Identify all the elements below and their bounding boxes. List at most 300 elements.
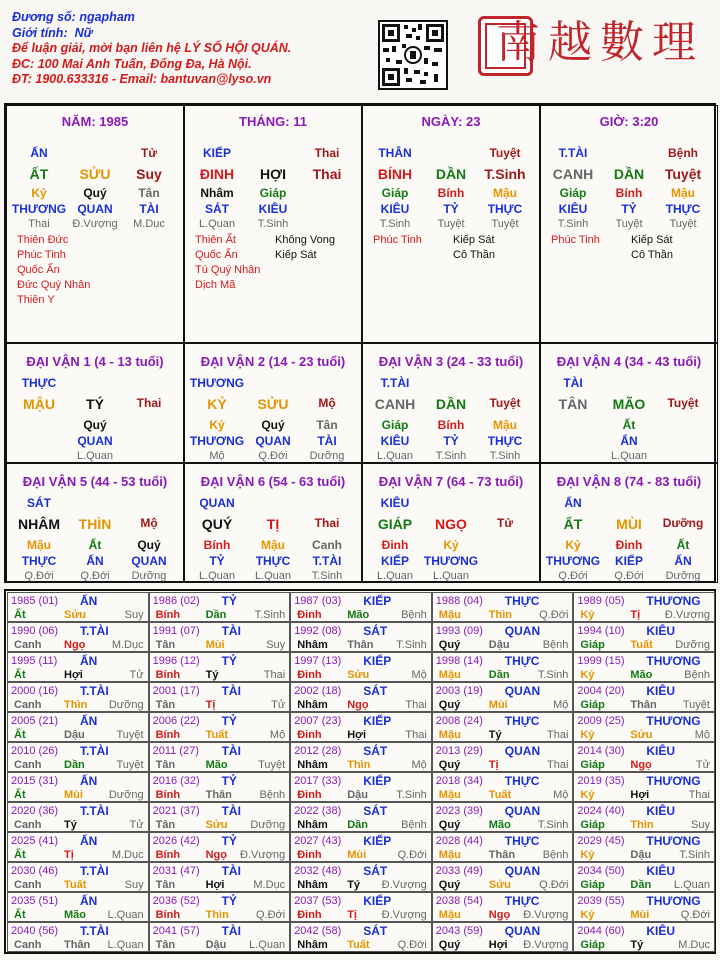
year-branch: Tị: [205, 699, 216, 711]
header: [12, 10, 382, 88]
year-god: TỶ: [221, 834, 237, 848]
year-stem: Canh: [14, 639, 42, 651]
year-branch: Tị: [347, 909, 357, 921]
year-branch: Tị: [488, 759, 499, 771]
year-cell: [432, 832, 574, 862]
dai-van-value: Mộ: [209, 450, 225, 462]
year-branch: Dậu: [347, 789, 368, 801]
year-label: 2022 (38): [294, 805, 342, 817]
dai-van-cell: [184, 463, 362, 583]
pillar-value: Giáp: [559, 186, 587, 200]
year-label: 2024 (40): [577, 805, 625, 817]
year-phase: M.Dục: [678, 939, 710, 951]
year-god: T.TÀI: [80, 684, 109, 698]
year-branch: Sửu: [630, 729, 653, 741]
pillar-value: Kỷ: [31, 186, 47, 200]
year-branch: Mùi: [630, 909, 650, 921]
dai-van-value: L.Quan: [254, 570, 292, 582]
year-stem: Mậu: [438, 729, 461, 741]
year-god: KIÊU: [646, 684, 676, 698]
dai-van-god: THƯƠNG: [189, 376, 245, 390]
year-branch: Mão: [205, 759, 228, 771]
pillar-value: KIÊU: [380, 202, 410, 216]
year-branch: Dần: [64, 759, 85, 771]
dai-van-value: Tuyệt: [667, 396, 699, 410]
year-god: TỶ: [221, 594, 237, 608]
year-branch: Ngọ: [488, 909, 511, 921]
logo-text: 南越數理: [496, 17, 704, 68]
year-branch: Dậu: [630, 849, 652, 861]
dai-van-value: Đinh: [615, 538, 643, 552]
year-cell: [7, 862, 149, 892]
year-phase: Thai: [405, 729, 427, 741]
pillar-value: Mậu: [493, 186, 517, 200]
year-phase: T.Sinh: [537, 669, 569, 681]
dai-van-value: THƯƠNG: [423, 554, 479, 568]
dai-van-value: Quý: [83, 418, 107, 432]
year-label: 2023 (39): [435, 805, 483, 817]
dai-van-cell: [362, 463, 540, 583]
dai-van-value: Tân: [316, 418, 338, 432]
year-label: 2025 (41): [11, 835, 59, 847]
pillar-value: ĐINH: [199, 166, 235, 182]
dai-van-value: Mậu: [261, 538, 285, 552]
year-branch: Thìn: [630, 819, 654, 831]
dai-van-value: NHÂM: [18, 516, 60, 532]
pillar-value: Bính: [437, 186, 465, 200]
dai-van-god: SÁT: [27, 496, 51, 510]
year-god: TÀI: [221, 624, 241, 638]
year-label: 2043 (59): [435, 925, 483, 937]
year-cell: [290, 622, 432, 652]
year-label: 1989 (05): [577, 595, 625, 607]
year-stem: Kỷ: [580, 909, 595, 921]
year-branch: Mùi: [488, 699, 508, 711]
year-branch: Dậu: [488, 639, 510, 651]
year-cell: [573, 592, 715, 622]
year-cell: [432, 772, 574, 802]
year-god: KIẾP: [363, 774, 392, 788]
year-label: 2034 (50): [577, 865, 625, 877]
year-cell: [7, 892, 149, 922]
year-label: 1994 (10): [577, 625, 625, 637]
dai-van-value: L.Quan: [432, 570, 470, 582]
star-left: Đức Quý Nhân: [17, 279, 91, 291]
star-left: Tú Quý Nhân: [195, 264, 261, 276]
dai-van-value: Mậu: [493, 418, 517, 432]
gender-value: Nữ: [74, 25, 93, 40]
year-stem: Canh: [14, 879, 42, 891]
pillar-value: DẦN: [613, 166, 645, 182]
dai-van-value: Q.Đới: [558, 570, 588, 582]
year-god: SÁT: [363, 684, 388, 698]
dai-van-value: NGỌ: [435, 516, 467, 532]
year-label: 2040 (56): [11, 925, 59, 937]
year-stem: Bính: [155, 729, 181, 741]
year-phase: T.Sinh: [537, 819, 569, 831]
dai-van-title: ĐẠI VẬN 1 (4 - 13 tuổi): [26, 354, 164, 369]
dai-van-value: KỶ: [207, 396, 227, 412]
pillar-value: Mậu: [671, 186, 695, 200]
year-god: THỰC: [504, 894, 540, 908]
year-phase: Tuyệt: [682, 699, 710, 711]
year-phase: Bệnh: [542, 639, 569, 651]
year-phase: Tử: [129, 669, 144, 681]
dai-van-value: Dưỡng: [309, 450, 345, 462]
year-branch: Tị: [630, 609, 641, 621]
year-phase: Tuyệt: [258, 759, 286, 771]
year-god: THƯƠNG: [646, 654, 701, 668]
year-phase: M.Dục: [111, 639, 144, 651]
pillar-value: Tuyệt: [437, 218, 465, 230]
year-cell: [7, 832, 149, 862]
year-stem: Bính: [155, 669, 181, 681]
year-label: 2013 (29): [435, 745, 483, 757]
dai-van-value: TÂN: [558, 396, 588, 412]
year-branch: Dậu: [205, 939, 227, 951]
year-god: SÁT: [363, 804, 388, 818]
year-branch: Thân: [347, 639, 374, 651]
year-label: 1986 (02): [152, 595, 200, 607]
pillar-cell: [6, 105, 184, 343]
year-stem: Ất: [14, 729, 26, 741]
year-phase: T.Sinh: [254, 609, 286, 621]
year-stem: Bính: [155, 789, 181, 801]
year-god: QUAN: [504, 624, 541, 638]
pillar-value: T.Sinh: [257, 218, 289, 230]
dai-van-value: Giáp: [381, 418, 409, 432]
year-label: 2003 (19): [435, 685, 483, 697]
year-branch: Sửu: [64, 609, 87, 621]
year-cell: [149, 742, 291, 772]
year-label: 2011 (27): [152, 745, 199, 757]
dai-van-title: ĐẠI VẬN 8 (74 - 83 tuổi): [556, 474, 702, 489]
year-branch: Tý: [347, 879, 361, 891]
year-phase: Dưỡng: [108, 789, 144, 801]
dai-van-value: Ất: [622, 418, 636, 432]
year-label: 2006 (22): [152, 715, 200, 727]
year-god: THỰC: [504, 594, 540, 608]
year-label: 2037 (53): [294, 895, 342, 907]
dai-van-value: T.Sinh: [311, 570, 343, 582]
star-left: Phúc Tinh: [17, 249, 66, 261]
year-stem: Quý: [438, 939, 461, 951]
year-god: TỶ: [221, 714, 237, 728]
dai-van-value: MẬU: [23, 396, 55, 412]
year-cell: [7, 592, 149, 622]
dai-van-value: CANH: [374, 396, 416, 412]
year-phase: Q.Đới: [680, 909, 710, 921]
pillar-value: Tuyệt: [615, 218, 643, 230]
year-label: 2030 (46): [11, 865, 59, 877]
dai-van-value: Q.Đới: [80, 570, 110, 582]
year-god: T.TÀI: [80, 744, 109, 758]
pillar-value: Đ.Vượng: [72, 218, 118, 230]
year-stem: Đinh: [297, 729, 322, 741]
year-branch: Thìn: [64, 699, 88, 711]
year-cell: [573, 622, 715, 652]
pillar-title: NĂM: 1985: [61, 114, 129, 129]
year-label: 2029 (45): [577, 835, 625, 847]
pillar-value: TỶ: [443, 202, 459, 216]
year-cell: [432, 652, 574, 682]
dai-van-value: L.Quan: [198, 570, 236, 582]
year-cell: [7, 742, 149, 772]
dai-van-value: QUAN: [77, 434, 113, 448]
dai-van-value: Dưỡng: [662, 516, 704, 530]
year-branch: Tuất: [205, 729, 228, 741]
year-label: 2035 (51): [11, 895, 59, 907]
pillar-value: ẤN: [30, 146, 48, 160]
year-stem: Ất: [14, 669, 26, 681]
year-god: TÀI: [221, 864, 241, 878]
year-stem: Canh: [14, 939, 42, 951]
year-god: TÀI: [221, 684, 241, 698]
year-phase: Thai: [546, 729, 569, 741]
dai-van-cell: [540, 343, 718, 463]
pillar-title: GIỜ: 3:20: [599, 114, 659, 129]
dai-van-value: T.Sinh: [489, 450, 521, 462]
year-phase: Q.Đới: [397, 939, 427, 951]
dai-van-value: MÙI: [616, 516, 642, 532]
phone-line[interactable]: ĐT: 1900.633316 - Email: bantuvan@lyso.vn: [12, 72, 272, 86]
pillar-title: THÁNG: 11: [239, 114, 307, 129]
dai-van-title: ĐẠI VẬN 2 (14 - 23 tuổi): [200, 354, 346, 369]
year-phase: Dưỡng: [675, 639, 710, 651]
dai-van-value: SỬU: [257, 396, 289, 412]
year-cell: [149, 922, 291, 952]
year-phase: Bệnh: [401, 819, 427, 831]
year-cell: [290, 832, 432, 862]
year-god: SÁT: [363, 864, 388, 878]
dai-van-value: Q.Đới: [258, 450, 288, 462]
year-branch: Thìn: [488, 609, 513, 621]
pillar-cell: [184, 105, 362, 343]
year-branch: Tuất: [64, 879, 87, 891]
year-stem: Mậu: [438, 609, 461, 621]
year-label: 1995 (11): [11, 655, 58, 667]
year-stem: Đinh: [297, 609, 322, 621]
year-stem: Đinh: [297, 849, 322, 861]
year-cell: [149, 682, 291, 712]
dai-van-value: TỶ: [443, 434, 459, 448]
year-cell: [432, 892, 574, 922]
year-cell: [149, 772, 291, 802]
year-god: QUAN: [504, 684, 541, 698]
year-cell: [290, 802, 432, 832]
year-branch: Hợi: [488, 939, 508, 951]
year-god: KIÊU: [646, 804, 676, 818]
year-branch: Dần: [630, 879, 652, 891]
year-stem: Giáp: [580, 939, 605, 951]
year-god: THỰC: [504, 834, 540, 848]
dai-van-value: GIÁP: [377, 516, 413, 532]
dai-van-value: L.Quan: [76, 450, 114, 462]
year-phase: Mộ: [694, 729, 710, 741]
year-god: TỶ: [221, 654, 237, 668]
year-stem: Đinh: [297, 669, 322, 681]
year-cell: [290, 712, 432, 742]
year-god: KIẾP: [363, 654, 392, 668]
year-stem: Ất: [14, 849, 26, 861]
year-stem: Mậu: [438, 789, 461, 801]
year-branch: Mão: [488, 819, 511, 831]
year-branch: Tuất: [347, 939, 370, 951]
year-phase: Thai: [405, 699, 427, 711]
year-branch: Tý: [630, 939, 644, 951]
year-table: [4, 589, 716, 954]
pillar-value: T.Sinh: [484, 166, 526, 182]
year-cell: [573, 892, 715, 922]
year-branch: Ngọ: [347, 699, 369, 711]
year-label: 1997 (13): [294, 655, 342, 667]
year-phase: Q.Đới: [397, 849, 427, 861]
year-stem: Giáp: [580, 879, 605, 891]
pillar-value: Quý: [83, 186, 107, 200]
dai-van-god: ẤN: [564, 496, 582, 510]
year-god: ẤN: [80, 594, 98, 608]
year-branch: Dậu: [64, 729, 85, 741]
pillar-value: M.Dục: [133, 218, 165, 230]
pillar-value: SÁT: [205, 202, 229, 216]
dai-van-value: THỰC: [487, 434, 523, 448]
pillar-value: L.Quan: [198, 218, 236, 230]
pillar-value: Thai: [28, 218, 50, 230]
year-phase: Đ.Vượng: [664, 609, 710, 621]
year-label: 2041 (57): [152, 925, 200, 937]
year-cell: [149, 592, 291, 622]
dai-van-value: Kỷ: [565, 538, 581, 552]
year-phase: Đ.Vượng: [381, 909, 427, 921]
dai-van-value: ẤN: [86, 554, 104, 568]
year-god: KIÊU: [646, 864, 676, 878]
year-branch: Thân: [205, 789, 232, 801]
pillar-value: Bính: [615, 186, 643, 200]
year-stem: Kỷ: [580, 849, 595, 861]
year-branch: Mùi: [64, 789, 83, 801]
year-phase: T.Sinh: [396, 639, 427, 651]
year-god: SÁT: [363, 924, 388, 938]
year-cell: [290, 862, 432, 892]
year-branch: Thân: [488, 849, 516, 861]
year-stem: Đinh: [297, 789, 322, 801]
dai-van-value: T.Sinh: [435, 450, 467, 462]
dai-van-value: THỰC: [21, 554, 57, 568]
dai-van-value: Kỷ: [443, 538, 459, 552]
year-stem: Tân: [155, 879, 176, 891]
year-cell: [149, 832, 291, 862]
year-branch: Thân: [64, 939, 91, 951]
year-stem: Nhâm: [297, 759, 328, 771]
year-label: 1998 (14): [435, 655, 483, 667]
dai-van-value: Mộ: [318, 396, 336, 410]
dai-van-god: TÀI: [563, 376, 583, 390]
year-stem: Kỷ: [580, 789, 595, 801]
year-cell: [290, 922, 432, 952]
year-cell: [149, 622, 291, 652]
year-phase: Tử: [695, 759, 710, 771]
year-label: 2012 (28): [294, 745, 342, 757]
dai-van-value: Tuyệt: [489, 396, 521, 410]
year-branch: Thìn: [347, 759, 371, 771]
pillar-value: DẦN: [435, 166, 467, 182]
year-god: KIẾP: [363, 834, 392, 848]
year-phase: Q.Đới: [539, 609, 569, 621]
dai-van-cell: [6, 463, 184, 583]
year-cell: [149, 862, 291, 892]
year-stem: Kỷ: [580, 669, 595, 681]
year-branch: Ngọ: [630, 759, 652, 771]
dai-van-value: Ất: [88, 538, 102, 552]
year-cell: [573, 772, 715, 802]
dai-van-value: L.Quan: [610, 450, 648, 462]
year-god: TỶ: [221, 894, 237, 908]
year-cell: [432, 712, 574, 742]
year-cell: [149, 652, 291, 682]
year-stem: Nhâm: [297, 699, 328, 711]
year-stem: Ất: [14, 909, 26, 921]
year-cell: [432, 802, 574, 832]
year-label: 1999 (15): [577, 655, 625, 667]
year-phase: Bệnh: [542, 849, 569, 861]
dai-van-cell: [362, 343, 540, 463]
year-god: KIÊU: [646, 924, 676, 938]
star-left: Dịch Mã: [195, 279, 236, 291]
year-branch: Sửu: [347, 669, 370, 681]
year-stem: Kỷ: [580, 609, 595, 621]
pillar-cell: [540, 105, 718, 343]
star-left: Thiên Y: [17, 294, 55, 306]
dai-van-value: ẤN: [674, 554, 692, 568]
year-label: 2032 (48): [294, 865, 342, 877]
year-label: 2001 (17): [152, 685, 200, 697]
year-label: 2018 (34): [435, 775, 483, 787]
dai-van-value: KIÊU: [380, 434, 410, 448]
year-cell: [573, 802, 715, 832]
year-god: THỰC: [504, 714, 540, 728]
pillar-title: NGÀY: 23: [421, 114, 481, 129]
dai-van-value: TỊ: [266, 516, 280, 532]
year-label: 2019 (35): [577, 775, 625, 787]
year-label: 2002 (18): [294, 685, 342, 697]
year-branch: Dần: [205, 609, 227, 621]
year-god: ẤN: [80, 894, 98, 908]
year-god: THƯƠNG: [646, 594, 701, 608]
year-god: KIẾP: [363, 714, 392, 728]
year-god: TÀI: [221, 744, 241, 758]
year-phase: Đ.Vượng: [381, 879, 427, 891]
year-cell: [149, 802, 291, 832]
pillar-value: T.TÀI: [558, 146, 588, 160]
year-branch: Mùi: [205, 639, 225, 651]
dai-van-value: Q.Đới: [614, 570, 644, 582]
year-stem: Quý: [438, 819, 461, 831]
star-right: Cô Thần: [631, 249, 673, 261]
dai-van-value: KIẾP: [614, 554, 644, 568]
dai-van-value: TÀI: [317, 434, 337, 448]
year-label: 2007 (23): [294, 715, 342, 727]
year-god: THƯƠNG: [646, 714, 701, 728]
year-phase: Suy: [266, 639, 286, 651]
dai-van-value: MÃO: [612, 396, 646, 412]
year-phase: Q.Đới: [255, 909, 286, 921]
year-label: 2031 (47): [152, 865, 200, 877]
dai-van-value: Quý: [261, 418, 285, 432]
dai-van-value: ẤN: [620, 434, 638, 448]
year-phase: M.Dục: [253, 879, 286, 891]
year-label: 2033 (49): [435, 865, 483, 877]
year-phase: Bệnh: [401, 609, 427, 621]
